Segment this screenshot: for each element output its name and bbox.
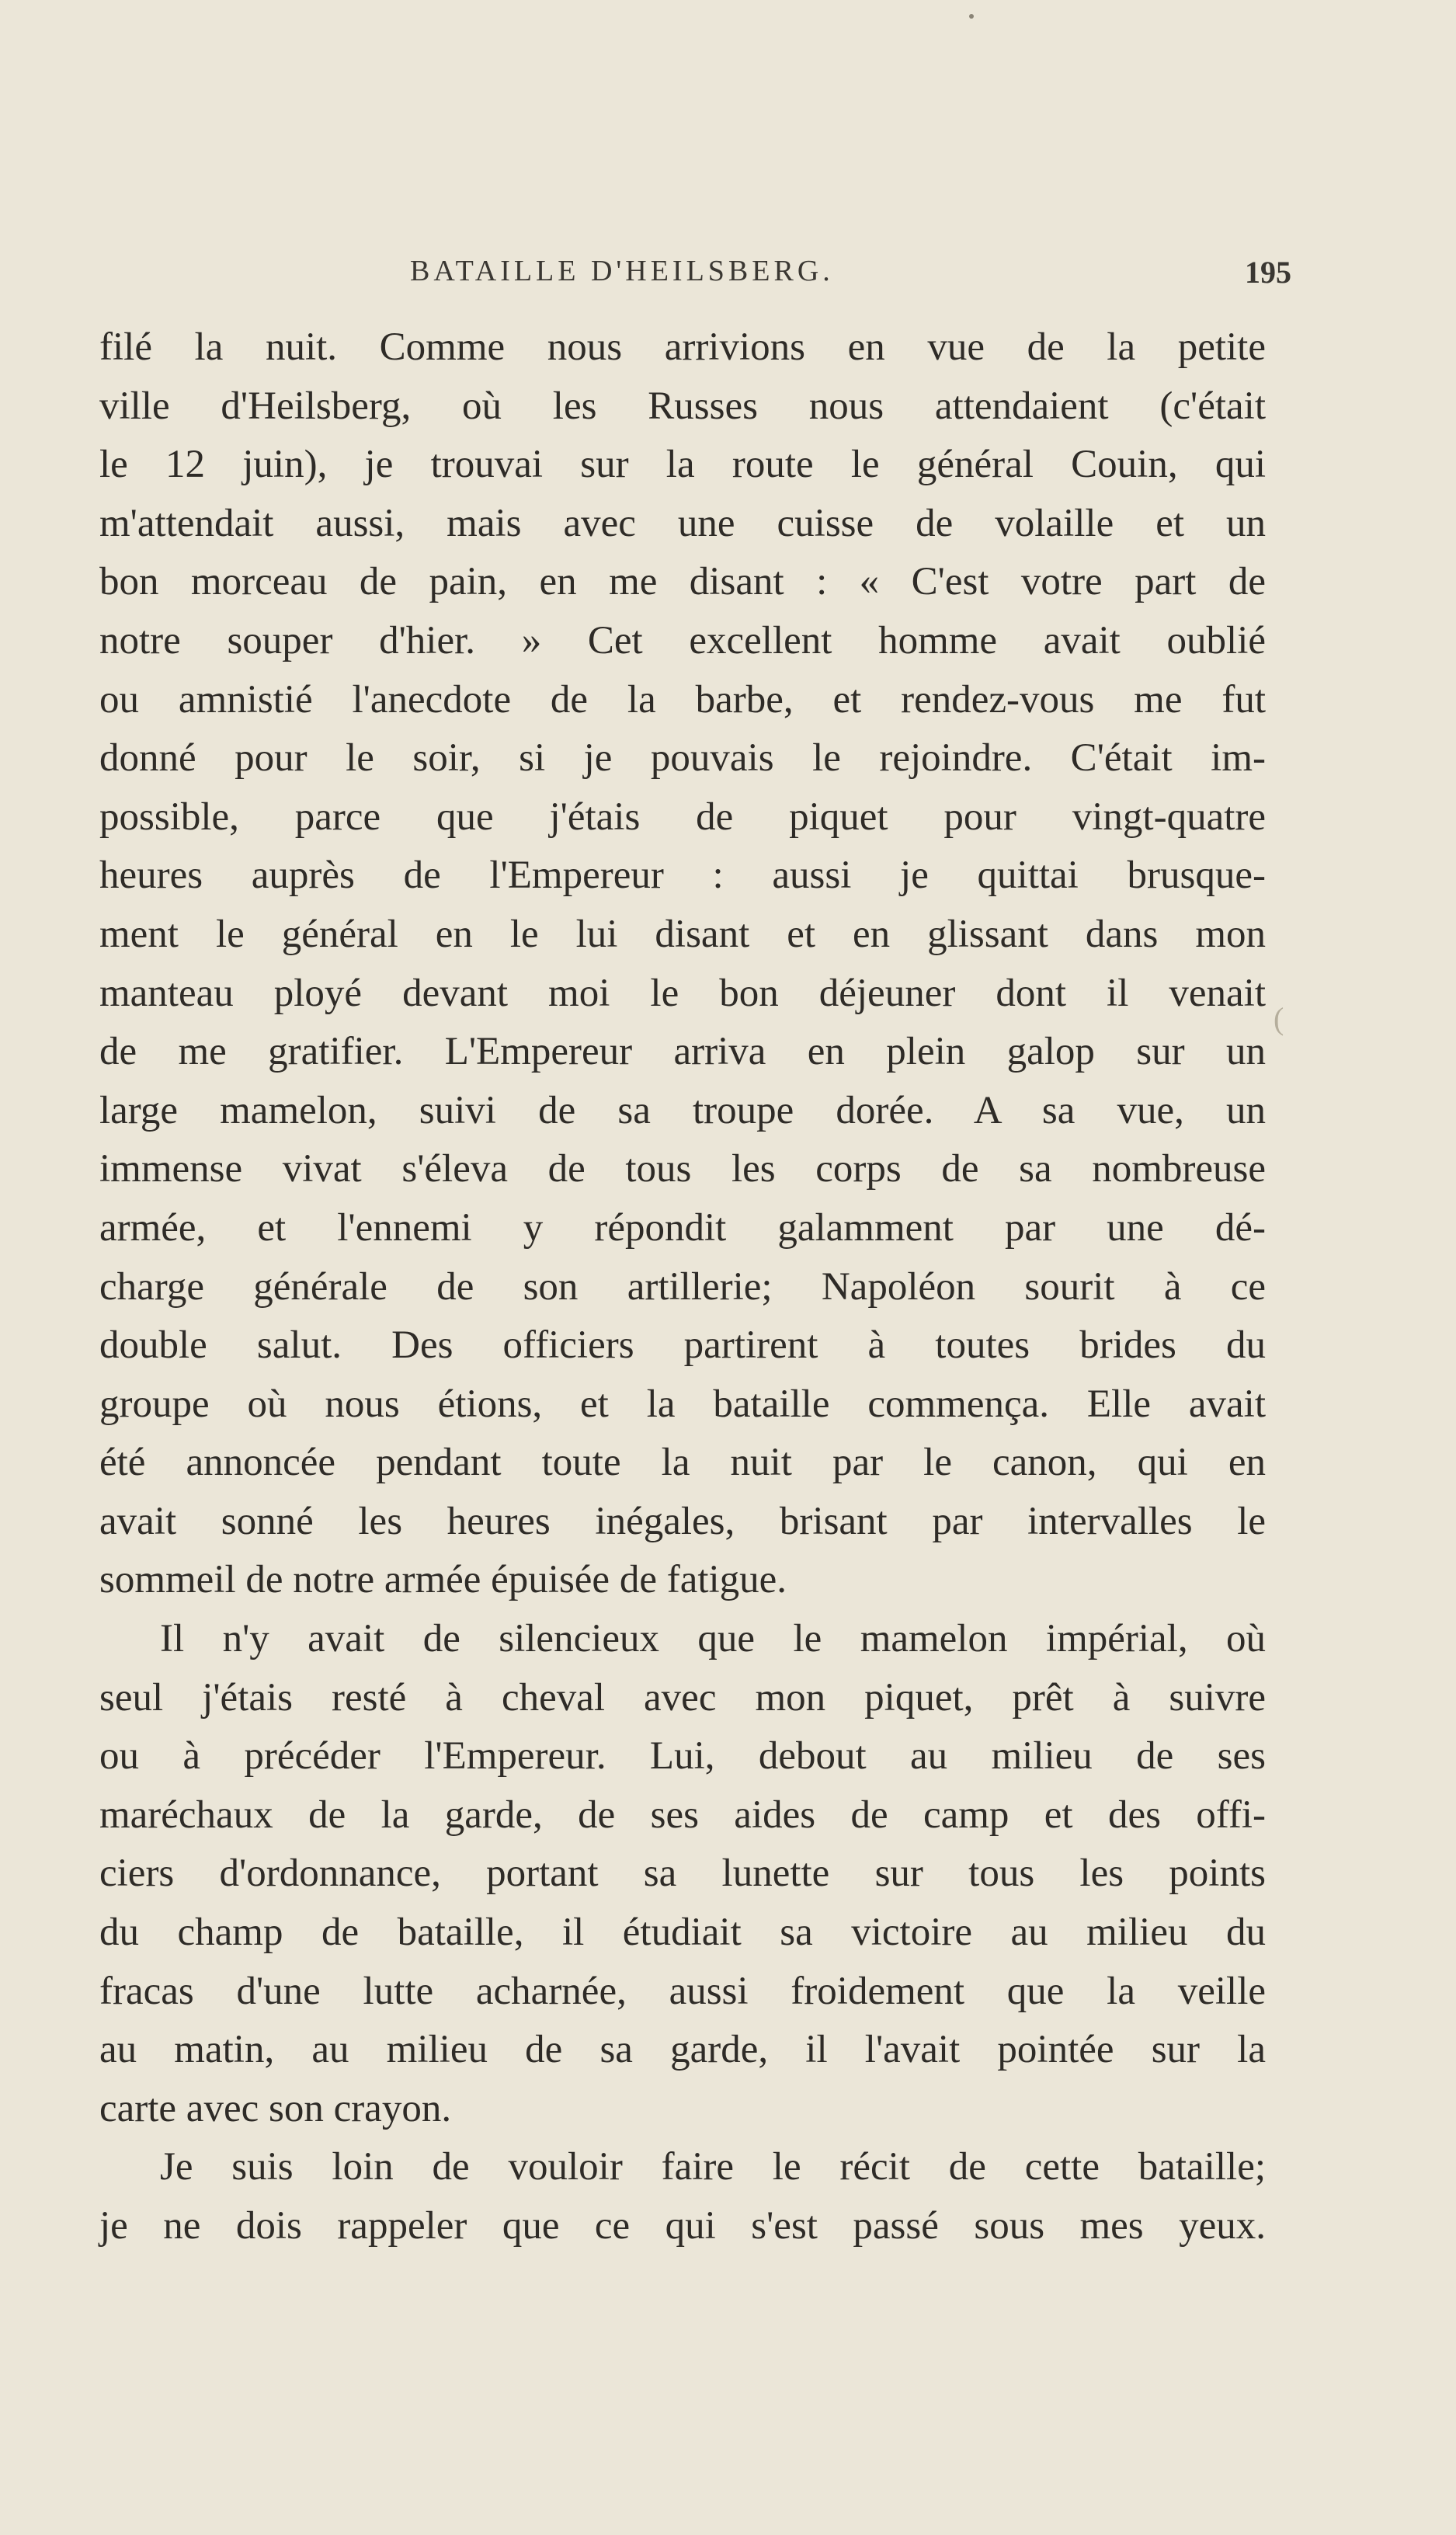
- text-line: armée, et l'ennemi y répondit galamment par une dé-: [99, 1205, 1266, 1250]
- text-line: ville d'Heilsberg, où les Russes nous attendaient (c'était: [99, 384, 1266, 428]
- page-number: 195: [1245, 255, 1291, 290]
- text-line: au matin, au milieu de sa garde, il l'avait pointée sur la: [99, 2028, 1266, 2072]
- text-line: carte avec son crayon.: [99, 2086, 452, 2130]
- text-line: donné pour le soir, si je pouvais le rejoindre. C'était im-: [99, 736, 1266, 781]
- text-line: de me gratifier. L'Empereur arriva en plein galop sur un: [99, 1030, 1266, 1074]
- text-line: filé la nuit. Comme nous arrivions en vue de la petite: [99, 325, 1266, 369]
- page-header: [410, 245, 1291, 299]
- text-line: notre souper d'hier. » Cet excellent homme avait oublié: [99, 618, 1266, 662]
- text-line: du champ de bataille, il étudiait sa victoire au milieu du: [99, 1911, 1266, 1955]
- body-text: [99, 318, 1266, 2256]
- paragraph-start-line: Il n'y avait de silencieux que le mamelon impérial, où: [160, 1617, 1266, 1661]
- running-title: BATAILLE D'HEILSBERG.: [410, 255, 834, 287]
- text-line: ou amnistié l'anecdote de la barbe, et rendez-vous me fut: [99, 677, 1266, 722]
- text-line: m'attendait aussi, mais avec une cuisse de volaille et un: [99, 501, 1266, 545]
- text-line: bon morceau de pain, en me disant : « C'est votre part de: [99, 560, 1266, 604]
- text-line: maréchaux de la garde, de ses aides de camp et des offi-: [99, 1793, 1266, 1837]
- paper-speck: [969, 14, 974, 19]
- text-line: ment le général en le lui disant et en glissant dans mon: [99, 912, 1266, 956]
- text-line: le 12 juin), je trouvai sur la route le général Couin, qui: [99, 443, 1266, 487]
- text-line: immense vivat s'éleva de tous les corps de sa nombreuse: [99, 1147, 1266, 1191]
- text-line: large mamelon, suivi de sa troupe dorée. A sa vue, un: [99, 1088, 1266, 1132]
- text-line: charge générale de son artillerie; Napoléon sourit à ce: [99, 1264, 1266, 1309]
- text-line: avait sonné les heures inégales, brisant par intervalles le: [99, 1499, 1266, 1543]
- text-line: fracas d'une lutte acharnée, aussi froidement que la veille: [99, 1969, 1266, 2013]
- text-line: seul j'étais resté à cheval avec mon piquet, prêt à suivre: [99, 1675, 1266, 1720]
- text-line: possible, parce que j'étais de piquet pour vingt-quatre: [99, 795, 1266, 839]
- text-line: groupe où nous étions, et la bataille commença. Elle avait: [99, 1382, 1266, 1426]
- margin-mark: (: [1274, 1001, 1284, 1036]
- text-line: double salut. Des officiers partirent à toutes brides du: [99, 1323, 1266, 1368]
- text-line: ciers d'ordonnance, portant sa lunette sur tous les points: [99, 1852, 1266, 1896]
- text-line: sommeil de notre armée épuisée de fatigue.: [99, 1558, 787, 1602]
- text-line: je ne dois rappeler que ce qui s'est passé sous mes yeux.: [99, 2204, 1266, 2248]
- text-line: manteau ployé devant moi le bon déjeuner dont il venait: [99, 971, 1266, 1015]
- paragraph-start-line: Je suis loin de vouloir faire le récit de cette bataille;: [160, 2145, 1266, 2189]
- text-line: ou à précéder l'Empereur. Lui, debout au milieu de ses: [99, 1734, 1266, 1779]
- text-line: été annoncée pendant toute la nuit par le canon, qui en: [99, 1441, 1266, 1485]
- text-line: heures auprès de l'Empereur : aussi je quittai brusque-: [99, 854, 1266, 898]
